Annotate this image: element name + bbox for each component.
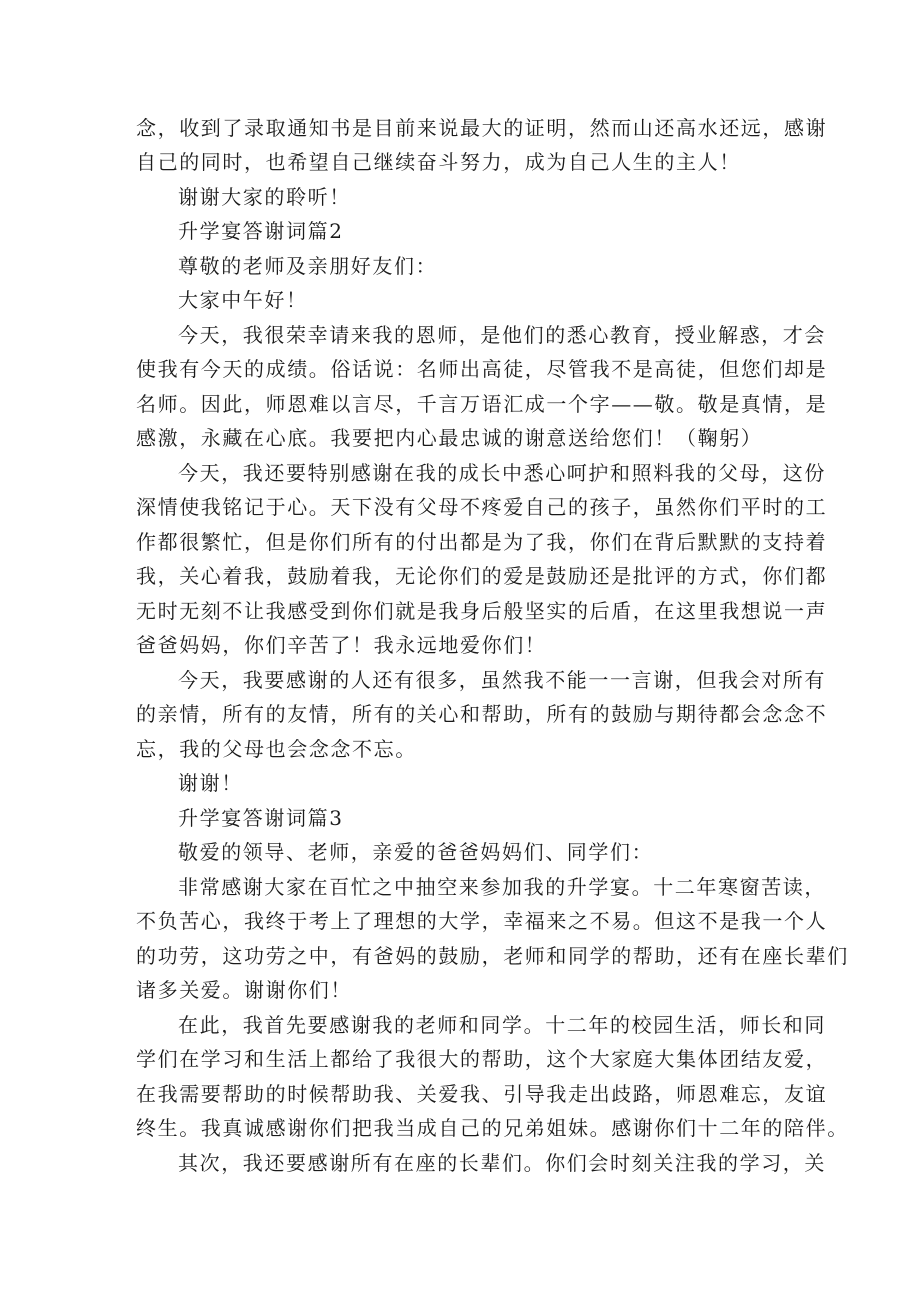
text-line: 诸多关爱。谢谢你们！ <box>136 978 352 1002</box>
section-heading: 升学宴答谢词篇2 <box>178 219 344 243</box>
text-line: 今天，我要感谢的人还有很多，虽然我不能一一言谢，但我会对所有 <box>178 668 826 692</box>
text-line: 感激，永藏在心底。我要把内心最忠诚的谢意送给您们！（鞠躬） <box>136 426 763 450</box>
text-line: 名师。因此，师恩难以言尽，千言万语汇成一个字——敬。敬是真情，是 <box>136 392 828 416</box>
text-line: 其次，我还要感谢所有在座的长辈们。你们会时刻关注我的学习，关 <box>178 1151 826 1175</box>
text-line: 我，关心着我，鼓励着我，无论你们的爱是鼓励还是批评的方式，你们都 <box>136 564 828 588</box>
text-line: 今天，我很荣幸请来我的恩师，是他们的悉心教育，授业解惑，才会 <box>178 323 826 347</box>
greeting: 大家中午好！ <box>178 288 308 312</box>
salutation: 尊敬的老师及亲朋好友们： <box>178 254 438 278</box>
text-line: 在此，我首先要感谢我的老师和同学。十二年的校园生活，师长和同 <box>178 1013 826 1037</box>
text-line: 非常感谢大家在百忙之中抽空来参加我的升学宴。十二年寒窗苦读， <box>178 875 826 899</box>
text-line: 自己的同时，也希望自己继续奋斗努力，成为自己人生的主人！ <box>136 150 741 174</box>
text-line: 谢谢大家的聆听！ <box>178 185 351 209</box>
text-line: 的功劳，这功劳之中，有爸妈的鼓励，老师和同学的帮助，还有在座长辈们 <box>136 944 849 968</box>
text-line: 在我需要帮助的时候帮助我、关爱我、引导我走出歧路，师恩难忘，友谊 <box>136 1082 828 1106</box>
text-line: 今天，我还要特别感谢在我的成长中悉心呵护和照料我的父母，这份 <box>178 461 826 485</box>
text-line: 终生。我真诚感谢你们把我当成自己的兄弟姐妹。感谢你们十二年的陪伴。 <box>136 1116 849 1140</box>
text-line: 不负苦心，我终于考上了理想的大学，幸福来之不易。但这不是我一个人 <box>136 909 828 933</box>
text-line: 忘，我的父母也会念念不忘。 <box>136 737 417 761</box>
text-line: 无时无刻不让我感受到你们就是我身后般坚实的后盾，在这里我想说一声 <box>136 599 828 623</box>
section-heading: 升学宴答谢词篇3 <box>178 806 344 830</box>
text-line: 使我有今天的成绩。俗话说：名师出高徒，尽管我不是高徒，但您们却是 <box>136 357 828 381</box>
text-line: 深情使我铭记于心。天下没有父母不疼爱自己的孩子，虽然你们平时的工 <box>136 495 828 519</box>
text-line: 爸爸妈妈，你们辛苦了！我永远地爱你们！ <box>136 633 547 657</box>
text-line: 的亲情，所有的友情，所有的关心和帮助，所有的鼓励与期待都会念念不 <box>136 702 828 726</box>
text-line: 谢谢！ <box>178 771 243 795</box>
text-line: 学们在学习和生活上都给了我很大的帮助，这个大家庭大集体团结友爱， <box>136 1047 828 1071</box>
text-line: 作都很繁忙，但是你们所有的付出都是为了我，你们在背后默默的支持着 <box>136 530 828 554</box>
text-line: 念，收到了录取通知书是目前来说最大的证明，然而山还高水还远，感谢 <box>136 116 828 140</box>
salutation: 敬爱的领导、老师，亲爱的爸爸妈妈们、同学们： <box>178 840 654 864</box>
